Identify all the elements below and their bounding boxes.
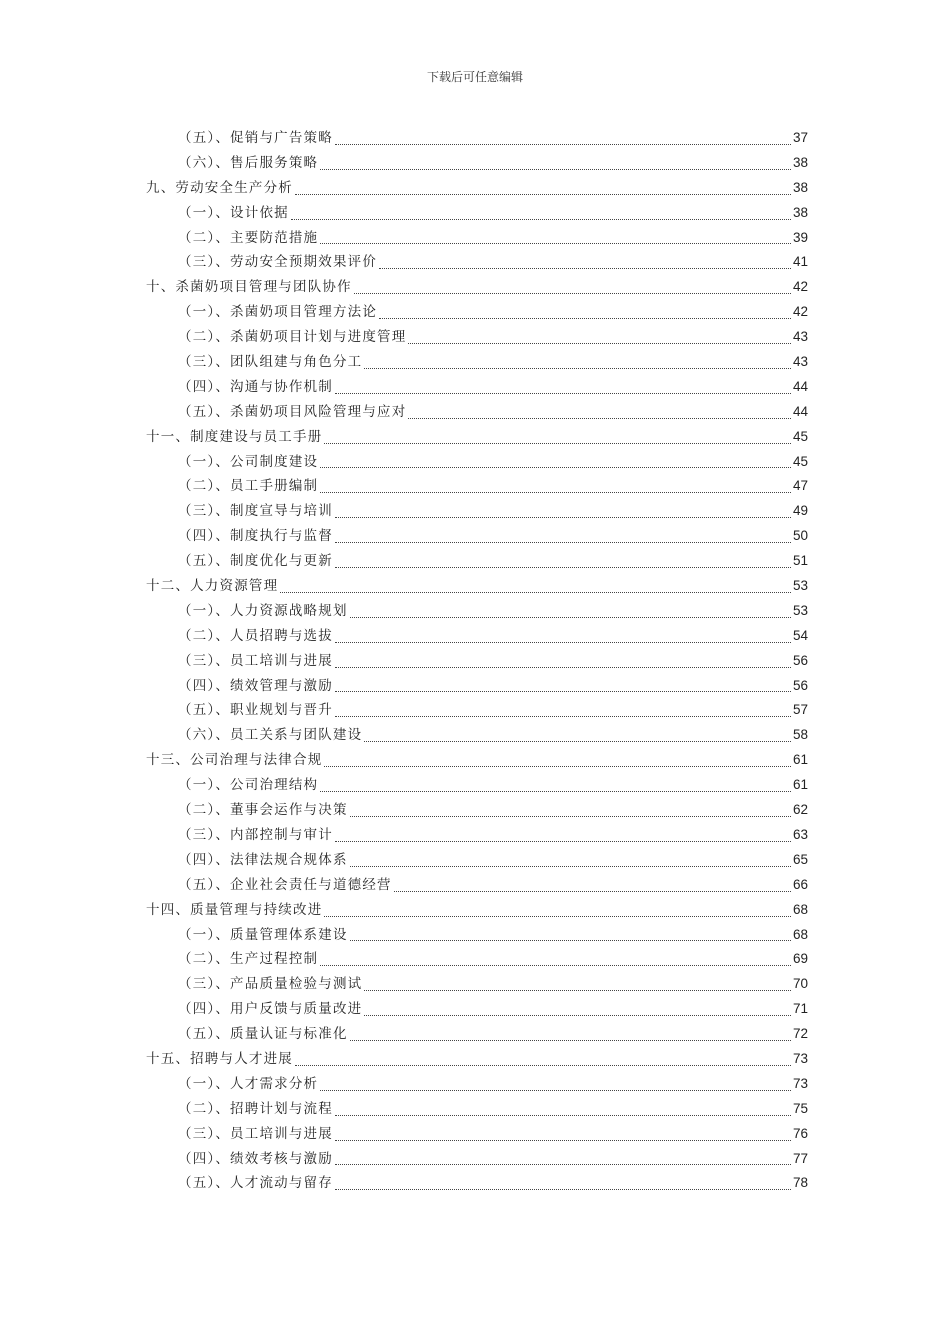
toc-dot-leader: [320, 965, 791, 966]
toc-entry-title: （二）、杀菌奶项目计划与进度管理: [178, 329, 407, 346]
toc-entry-page-number: 38: [792, 204, 808, 220]
toc-entry[interactable]: [146, 748, 808, 773]
toc-dot-leader: [364, 368, 791, 369]
toc-entry[interactable]: [146, 873, 808, 898]
toc-entry-title: （五）、企业社会责任与道德经营: [178, 876, 392, 893]
toc-entry[interactable]: [146, 674, 808, 699]
toc-entry-title: （一）、公司治理结构: [178, 777, 319, 794]
toc-dot-leader: [350, 866, 791, 867]
toc-entry-page-number: 75: [792, 1100, 808, 1116]
toc-dot-leader: [335, 144, 791, 145]
toc-entry-title: （二）、招聘计划与流程: [178, 1100, 333, 1117]
toc-entry[interactable]: [146, 250, 808, 275]
toc-dot-leader: [335, 667, 791, 668]
toc-entry-page-number: 41: [792, 254, 808, 270]
toc-entry-title: （一）、公司制度建设: [178, 453, 319, 470]
toc-entry[interactable]: [146, 450, 808, 475]
toc-entry[interactable]: [146, 226, 808, 251]
toc-entry[interactable]: [146, 151, 808, 176]
toc-entry-title: （三）、内部控制与审计: [178, 826, 333, 843]
toc-dot-leader: [379, 318, 791, 319]
toc-entry-page-number: 73: [792, 1050, 808, 1066]
toc-entry[interactable]: [146, 1022, 808, 1047]
toc-entry[interactable]: [146, 947, 808, 972]
toc-entry-title: （四）、沟通与协作机制: [178, 378, 333, 395]
toc-entry-page-number: 53: [792, 602, 808, 618]
toc-entry-page-number: 61: [792, 777, 808, 793]
toc-entry-title: （三）、制度宣导与培训: [178, 503, 333, 520]
toc-entry-page-number: 50: [792, 528, 808, 544]
toc-entry-page-number: 45: [792, 428, 808, 444]
toc-entry-title: （五）、职业规划与晋升: [178, 702, 333, 719]
toc-entry-page-number: 68: [792, 901, 808, 917]
toc-entry-page-number: 56: [792, 677, 808, 693]
toc-entry-title: 十五、招聘与人才进展: [146, 1050, 293, 1067]
toc-entry-page-number: 37: [792, 130, 808, 145]
toc-entry[interactable]: [146, 1097, 808, 1122]
toc-entry-page-number: 63: [792, 826, 808, 842]
toc-entry-page-number: 56: [792, 652, 808, 668]
toc-entry-page-number: 42: [792, 279, 808, 295]
toc-entry[interactable]: [146, 325, 808, 350]
toc-entry-page-number: 47: [792, 478, 808, 494]
toc-entry-page-number: 43: [792, 354, 808, 370]
toc-dot-leader: [335, 1164, 791, 1165]
toc-entry-title: （五）、制度优化与更新: [178, 553, 333, 570]
toc-dot-leader: [324, 443, 791, 444]
toc-entry-page-number: 72: [792, 1026, 808, 1042]
toc-entry-page-number: 53: [792, 578, 808, 594]
toc-entry[interactable]: [146, 1047, 808, 1072]
toc-entry-title: （一）、杀菌奶项目管理方法论: [178, 304, 378, 321]
toc-dot-leader: [335, 1115, 791, 1116]
toc-entry-title: （一）、人才需求分析: [178, 1075, 319, 1092]
toc-entry-title: （三）、产品质量检验与测试: [178, 976, 363, 993]
toc-entry[interactable]: [146, 1122, 808, 1147]
toc-entry[interactable]: [146, 350, 808, 375]
toc-entry-title: （四）、绩效管理与激励: [178, 677, 333, 694]
toc-dot-leader: [320, 791, 791, 792]
toc-entry-page-number: 76: [792, 1125, 808, 1141]
toc-entry-title: （二）、主要防范措施: [178, 229, 319, 246]
toc-entry[interactable]: [146, 599, 808, 624]
toc-entry-title: （四）、绩效考核与激励: [178, 1150, 333, 1167]
toc-entry[interactable]: [146, 425, 808, 450]
toc-entry-page-number: 44: [792, 403, 808, 419]
toc-entry[interactable]: [146, 773, 808, 798]
toc-entry-title: （六）、售后服务策略: [178, 154, 319, 171]
toc-dot-leader: [320, 169, 791, 170]
toc-entry-title: 十一、制度建设与员工手册: [146, 428, 323, 445]
toc-entry[interactable]: [146, 624, 808, 649]
toc-entry-page-number: 54: [792, 627, 808, 643]
toc-entry-page-number: 69: [792, 951, 808, 967]
toc-entry-title: （一）、质量管理体系建设: [178, 926, 348, 943]
toc-entry-page-number: 71: [792, 1001, 808, 1017]
toc-dot-leader: [320, 1090, 791, 1091]
toc-entry-title: 十、杀菌奶项目管理与团队协作: [146, 279, 352, 296]
toc-entry[interactable]: [146, 649, 808, 674]
toc-dot-leader: [408, 343, 791, 344]
toc-entry-page-number: 38: [792, 154, 808, 170]
toc-entry-title: 九、劳动安全生产分析: [146, 179, 293, 196]
toc-dot-leader: [350, 940, 791, 941]
toc-entry-page-number: 51: [792, 553, 808, 569]
toc-entry-page-number: 38: [792, 179, 808, 195]
toc-entry-title: （五）、人才流动与留存: [178, 1175, 333, 1192]
toc-entry[interactable]: [146, 823, 808, 848]
toc-entry[interactable]: [146, 723, 808, 748]
toc-dot-leader: [324, 916, 791, 917]
toc-entry-page-number: 49: [792, 503, 808, 519]
toc-dot-leader: [335, 567, 791, 568]
toc-entry-page-number: 77: [792, 1150, 808, 1166]
toc-dot-leader: [291, 219, 791, 220]
toc-dot-leader: [364, 741, 791, 742]
toc-entry[interactable]: [146, 375, 808, 400]
toc-entry-title: 十三、公司治理与法律合规: [146, 752, 323, 769]
toc-dot-leader: [394, 891, 791, 892]
toc-entry[interactable]: [146, 176, 808, 201]
toc-dot-leader: [379, 268, 791, 269]
page-header: 下载后可任意编辑: [426, 70, 523, 84]
toc-dot-leader: [350, 617, 791, 618]
toc-entry-title: （一）、人力资源战略规划: [178, 602, 348, 619]
toc-entry[interactable]: [146, 798, 808, 823]
toc-entry-title: （五）、质量认证与标准化: [178, 1026, 348, 1043]
toc-dot-leader: [408, 418, 791, 419]
toc-entry-title: （四）、法律法规合规体系: [178, 851, 348, 868]
toc-dot-leader: [335, 542, 791, 543]
toc-entry[interactable]: [146, 499, 808, 524]
toc-entry-page-number: 62: [792, 802, 808, 818]
toc-entry-title: （二）、员工手册编制: [178, 478, 319, 495]
toc-entry-page-number: 39: [792, 229, 808, 245]
toc-entry-title: （二）、人员招聘与选拔: [178, 627, 333, 644]
toc-entry-page-number: 68: [792, 926, 808, 942]
table-of-contents: [146, 126, 808, 1196]
toc-entry[interactable]: [146, 126, 808, 151]
toc-entry-page-number: 66: [792, 876, 808, 892]
toc-entry[interactable]: [146, 848, 808, 873]
toc-dot-leader: [295, 194, 791, 195]
toc-entry[interactable]: [146, 474, 808, 499]
toc-entry[interactable]: [146, 549, 808, 574]
toc-entry-title: （二）、生产过程控制: [178, 951, 319, 968]
toc-dot-leader: [335, 716, 791, 717]
toc-dot-leader: [364, 1015, 791, 1016]
toc-entry[interactable]: [146, 1072, 808, 1097]
toc-dot-leader: [335, 691, 791, 692]
toc-entry-page-number: 73: [792, 1075, 808, 1091]
toc-entry[interactable]: [146, 574, 808, 599]
toc-dot-leader: [320, 492, 791, 493]
toc-dot-leader: [335, 1189, 791, 1190]
toc-dot-leader: [364, 990, 791, 991]
toc-entry[interactable]: [146, 923, 808, 948]
toc-dot-leader: [335, 1140, 791, 1141]
toc-entry[interactable]: [146, 275, 808, 300]
toc-entry-page-number: 42: [792, 304, 808, 320]
toc-entry-page-number: 43: [792, 329, 808, 345]
toc-dot-leader: [335, 841, 791, 842]
toc-dot-leader: [335, 393, 791, 394]
toc-entry-title: （三）、劳动安全预期效果评价: [178, 254, 378, 271]
toc-entry-title: （三）、团队组建与角色分工: [178, 354, 363, 371]
toc-entry[interactable]: [146, 898, 808, 923]
toc-entry[interactable]: [146, 524, 808, 549]
toc-entry-page-number: 45: [792, 453, 808, 469]
toc-entry-page-number: 44: [792, 378, 808, 394]
toc-entry-title: （二）、董事会运作与决策: [178, 802, 348, 819]
toc-entry[interactable]: [146, 997, 808, 1022]
toc-entry-title: 十四、质量管理与持续改进: [146, 901, 323, 918]
toc-entry-page-number: 70: [792, 976, 808, 992]
toc-dot-leader: [350, 1040, 791, 1041]
toc-entry-page-number: 65: [792, 851, 808, 867]
toc-entry-title: 十二、人力资源管理: [146, 578, 279, 595]
toc-entry[interactable]: [146, 300, 808, 325]
toc-dot-leader: [350, 816, 791, 817]
toc-entry-title: （三）、员工培训与进展: [178, 652, 333, 669]
toc-entry[interactable]: [146, 201, 808, 226]
toc-dot-leader: [324, 766, 791, 767]
toc-entry-page-number: 58: [792, 727, 808, 743]
toc-entry-title: （一）、设计依据: [178, 204, 289, 221]
toc-dot-leader: [320, 243, 791, 244]
toc-dot-leader: [280, 592, 791, 593]
toc-entry[interactable]: [146, 1147, 808, 1172]
toc-entry[interactable]: [146, 400, 808, 425]
toc-entry-title: （六）、员工关系与团队建设: [178, 727, 363, 744]
toc-dot-leader: [320, 467, 791, 468]
toc-entry-page-number: 61: [792, 752, 808, 768]
toc-entry-page-number: 78: [792, 1175, 808, 1191]
toc-entry[interactable]: [146, 1171, 808, 1196]
toc-entry[interactable]: [146, 698, 808, 723]
toc-dot-leader: [335, 642, 791, 643]
toc-dot-leader: [295, 1065, 791, 1066]
toc-entry-title: （四）、用户反馈与质量改进: [178, 1001, 363, 1018]
toc-dot-leader: [354, 293, 791, 294]
toc-entry-title: （五）、促销与广告策略: [178, 130, 333, 146]
toc-entry[interactable]: [146, 972, 808, 997]
toc-entry-title: （三）、员工培训与进展: [178, 1125, 333, 1142]
toc-entry-title: （五）、杀菌奶项目风险管理与应对: [178, 403, 407, 420]
toc-entry-title: （四）、制度执行与监督: [178, 528, 333, 545]
toc-dot-leader: [335, 517, 791, 518]
toc-entry-page-number: 57: [792, 702, 808, 718]
